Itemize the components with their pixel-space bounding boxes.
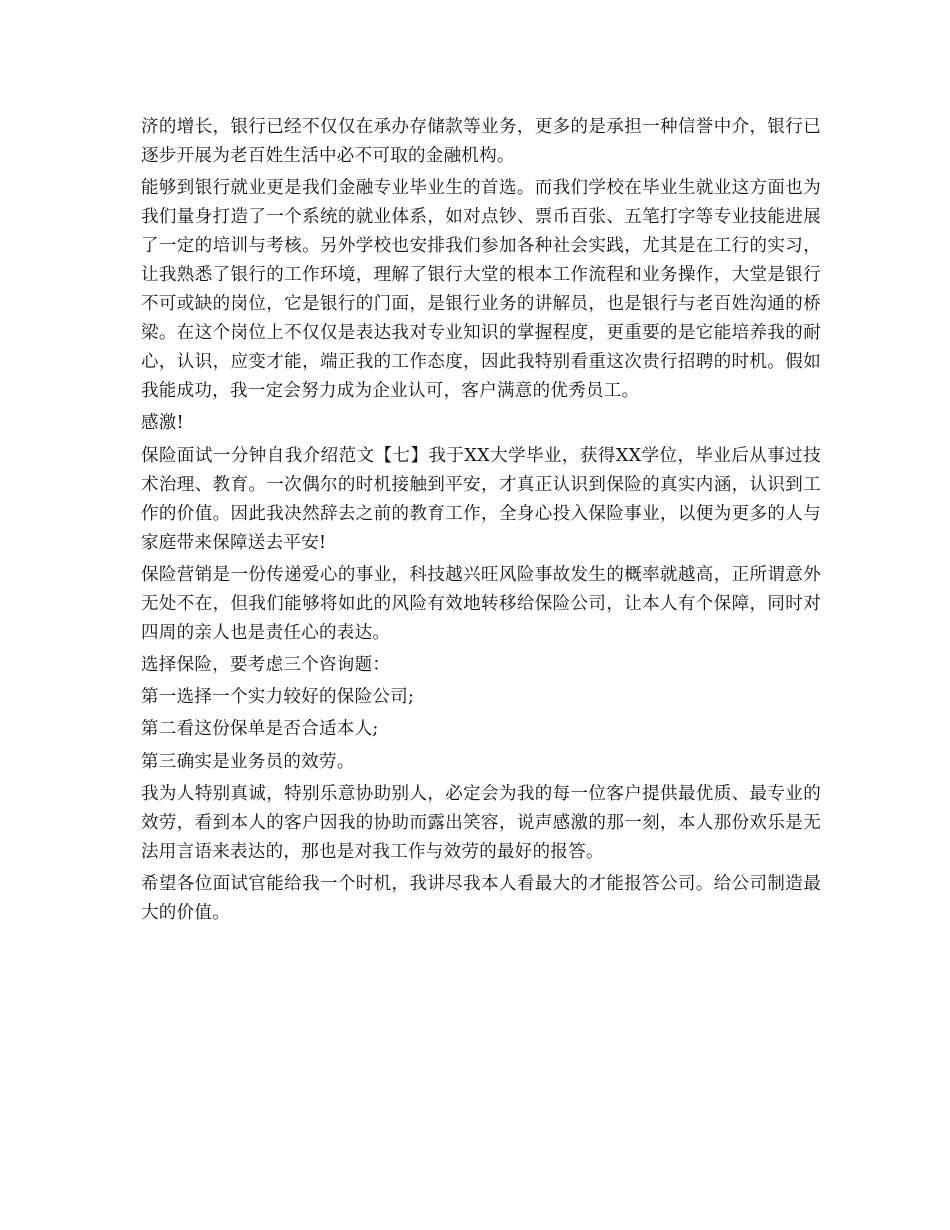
paragraph-insurance-marketing: 保险营销是一份传递爱心的事业，科技越兴旺风险事故发生的概率就越高，正所谓意外无处不在，但我们能够将如此的风险有效地转移给保险公司，让本人有个保障，同时对四周的亲人也是责任心的表达。	[141, 564, 821, 643]
paragraph-closing-hope: 希望各位面试官能给我一个时机，我讲尽我本人看最大的才能报答公司。给公司制造最大的价值。	[141, 873, 821, 923]
paragraph-point-three: 第三确实是业务员的效劳。	[141, 751, 355, 772]
paragraph-point-one: 第一选择一个实力较好的保险公司;	[141, 687, 415, 708]
paragraph-insurance-intro: 保险面试一分钟自我介绍范文【七】我于XX大学毕业，获得XX学位，毕业后从事过技术治理、教育。一次偶尔的时机接触到平安，才真正认识到保险的真实内涵，认识到工作的价值。因此我决然辞去之前的教育工作，全身心投入保险事业，以便为更多的人与家庭带来保障送去平安!	[141, 445, 821, 553]
document-body	[141, 113, 821, 931]
paragraph-point-two: 第二看这份保单是否合适本人;	[141, 719, 379, 740]
paragraph-bank-growth: 济的增长，银行已经不仅仅在承办存储款等业务，更多的是承担一种信誉中介，银行已逐步开展为老百姓生活中必不可取的金融机构。	[141, 117, 821, 166]
paragraph-bank-employment: 能够到银行就业更是我们金融专业毕业生的首选。而我们学校在毕业生就业这方面也为我们量身打造了一个系统的就业体系，如对点钞、票币百张、五笔打字等专业技能进展了一定的培训与考核。另外学校也安排我们参加各种社会实践，尤其是在工行的实习，让我熟悉了银行的工作环境，理解了银行大堂的根本工作流程和业务操作，大堂是银行不可或缺的岗位，它是银行的门面，是银行业务的讲解员，也是银行与老百姓沟通的桥梁。在这个岗位上不仅仅是表达我对专业知识的掌握程度，更重要的是它能培养我的耐心，认识，应变才能，端正我的工作态度，因此我特别看重这次贵行招聘的时机。假如我能成功，我一定会努力成为企业认可，客户满意的优秀员工。	[141, 178, 821, 402]
paragraph-personal-service: 我为人特别真诚，特别乐意协助别人，必定会为我的每一位客户提供最优质、最专业的效劳，看到本人的客户因我的协助而露出笑容，说声感激的那一刻，本人那份欢乐是无法用言语来表达的，那也是对我工作与效劳的最好的报答。	[141, 783, 821, 862]
paragraph-thanks: 感激!	[141, 413, 184, 434]
paragraph-choose-insurance: 选择保险，要考虑三个咨询题：	[141, 654, 391, 675]
